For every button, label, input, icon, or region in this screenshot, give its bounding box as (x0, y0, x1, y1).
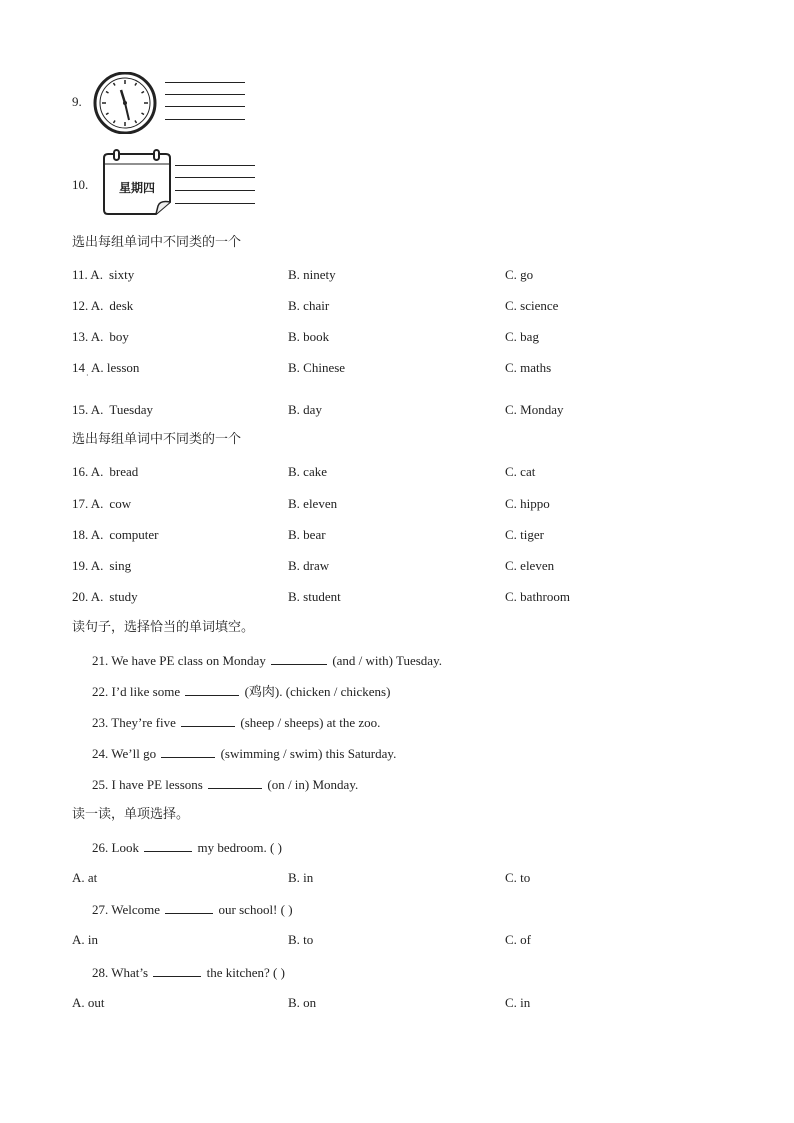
question-15-option-a: 15. A. Tuesday (72, 402, 154, 417)
section-heading: 读一读，单项选择。 (72, 807, 190, 822)
answer-line (165, 82, 245, 83)
question-12-option-c: C. science (505, 298, 559, 313)
question-19-option-c: C. eleven (505, 558, 555, 573)
blank-line[interactable] (185, 683, 239, 696)
question-11-option-a: 11. A. sixty (72, 267, 135, 282)
answer-line (175, 203, 255, 204)
section-heading: 读句子，选择恰当的单词填空。 (72, 620, 255, 635)
blank-line[interactable] (181, 714, 235, 727)
question-12-option-b: B. chair (288, 298, 330, 313)
question-28: 28. What’s the kitchen? ( ) (92, 965, 285, 980)
clock-icon (92, 72, 158, 134)
section-heading: 选出每组单词中不同类的一个 (72, 432, 242, 447)
question-27-option-a[interactable]: A. in (72, 932, 98, 947)
question-27-option-c[interactable]: C. of (505, 932, 531, 947)
answer-line (175, 177, 255, 178)
question-28-option-b[interactable]: B. on (288, 995, 317, 1010)
stray-dot: · (86, 371, 89, 380)
calendar-icon (100, 148, 176, 220)
question-19-option-a: 19. A. sing (72, 558, 132, 573)
question-15-option-b: B. day (288, 402, 322, 417)
blank-line[interactable] (271, 652, 327, 665)
answer-line (165, 106, 245, 107)
question-14-option-c: C. maths (505, 360, 552, 375)
question-12-option-a: 12. A. desk (72, 298, 134, 313)
question-11-option-c: C. go (505, 267, 534, 282)
question-13-option-b: B. book (288, 329, 330, 344)
question-20-option-b: B. student (288, 589, 341, 604)
question-20-option-c: C. bathroom (505, 589, 570, 604)
question-19-option-b: B. draw (288, 558, 330, 573)
question-17-option-b: B. eleven (288, 496, 338, 511)
question-25: 25. I have PE lessons (on / in) Monday. (92, 777, 359, 792)
answer-line (175, 165, 255, 166)
blank-line[interactable] (144, 839, 192, 852)
question-11-option-b: B. ninety (288, 267, 336, 282)
question-21: 21. We have PE class on Monday (and / with) Tuesday. (92, 653, 442, 668)
blank-line[interactable] (161, 745, 215, 758)
calendar-label: 星期四 (118, 181, 156, 195)
question-13-option-c: C. bag (505, 329, 539, 344)
question-17-option-c: C. hippo (505, 496, 550, 511)
question-26-option-a[interactable]: A. at (72, 870, 98, 885)
question-18-option-c: C. tiger (505, 527, 544, 542)
question-16-option-b: B. cake (288, 464, 327, 479)
answer-line (165, 119, 245, 120)
question-27-option-b[interactable]: B. to (288, 932, 314, 947)
question-10-number: 10. (72, 177, 89, 192)
blank-line[interactable] (153, 964, 201, 977)
question-26-option-c[interactable]: C. to (505, 870, 531, 885)
question-27: 27. Welcome our school! ( ) (92, 902, 293, 917)
question-16-option-c: C. cat (505, 464, 536, 479)
question-28-option-a[interactable]: A. out (72, 995, 105, 1010)
question-18-option-a: 18. A. computer (72, 527, 159, 542)
question-17-option-a: 17. A. cow (72, 496, 132, 511)
question-28-option-c[interactable]: C. in (505, 995, 531, 1010)
question-14-option-b: B. Chinese (288, 360, 346, 375)
question-24: 24. We’ll go (swimming / swim) this Saturday. (92, 746, 397, 761)
question-15-option-c: C. Monday (505, 402, 564, 417)
question-18-option-b: B. bear (288, 527, 326, 542)
answer-line (165, 94, 245, 95)
blank-line[interactable] (165, 901, 213, 914)
question-20-option-a: 20. A. study (72, 589, 138, 604)
question-22: 22. I’d like some (鸡肉). (chicken / chickens) (92, 684, 391, 699)
question-16-option-a: 16. A. bread (72, 464, 139, 479)
question-26: 26. Look my bedroom. ( ) (92, 840, 282, 855)
question-26-option-b[interactable]: B. in (288, 870, 314, 885)
section-heading: 选出每组单词中不同类的一个 (72, 235, 242, 250)
blank-line[interactable] (208, 776, 262, 789)
question-14-option-a: 14 A. lesson (72, 360, 140, 375)
question-13-option-a: 13. A. boy (72, 329, 129, 344)
question-23: 23. They’re five (sheep / sheeps) at the zoo. (92, 715, 381, 730)
answer-line (175, 190, 255, 191)
question-9-number: 9. (72, 94, 82, 109)
